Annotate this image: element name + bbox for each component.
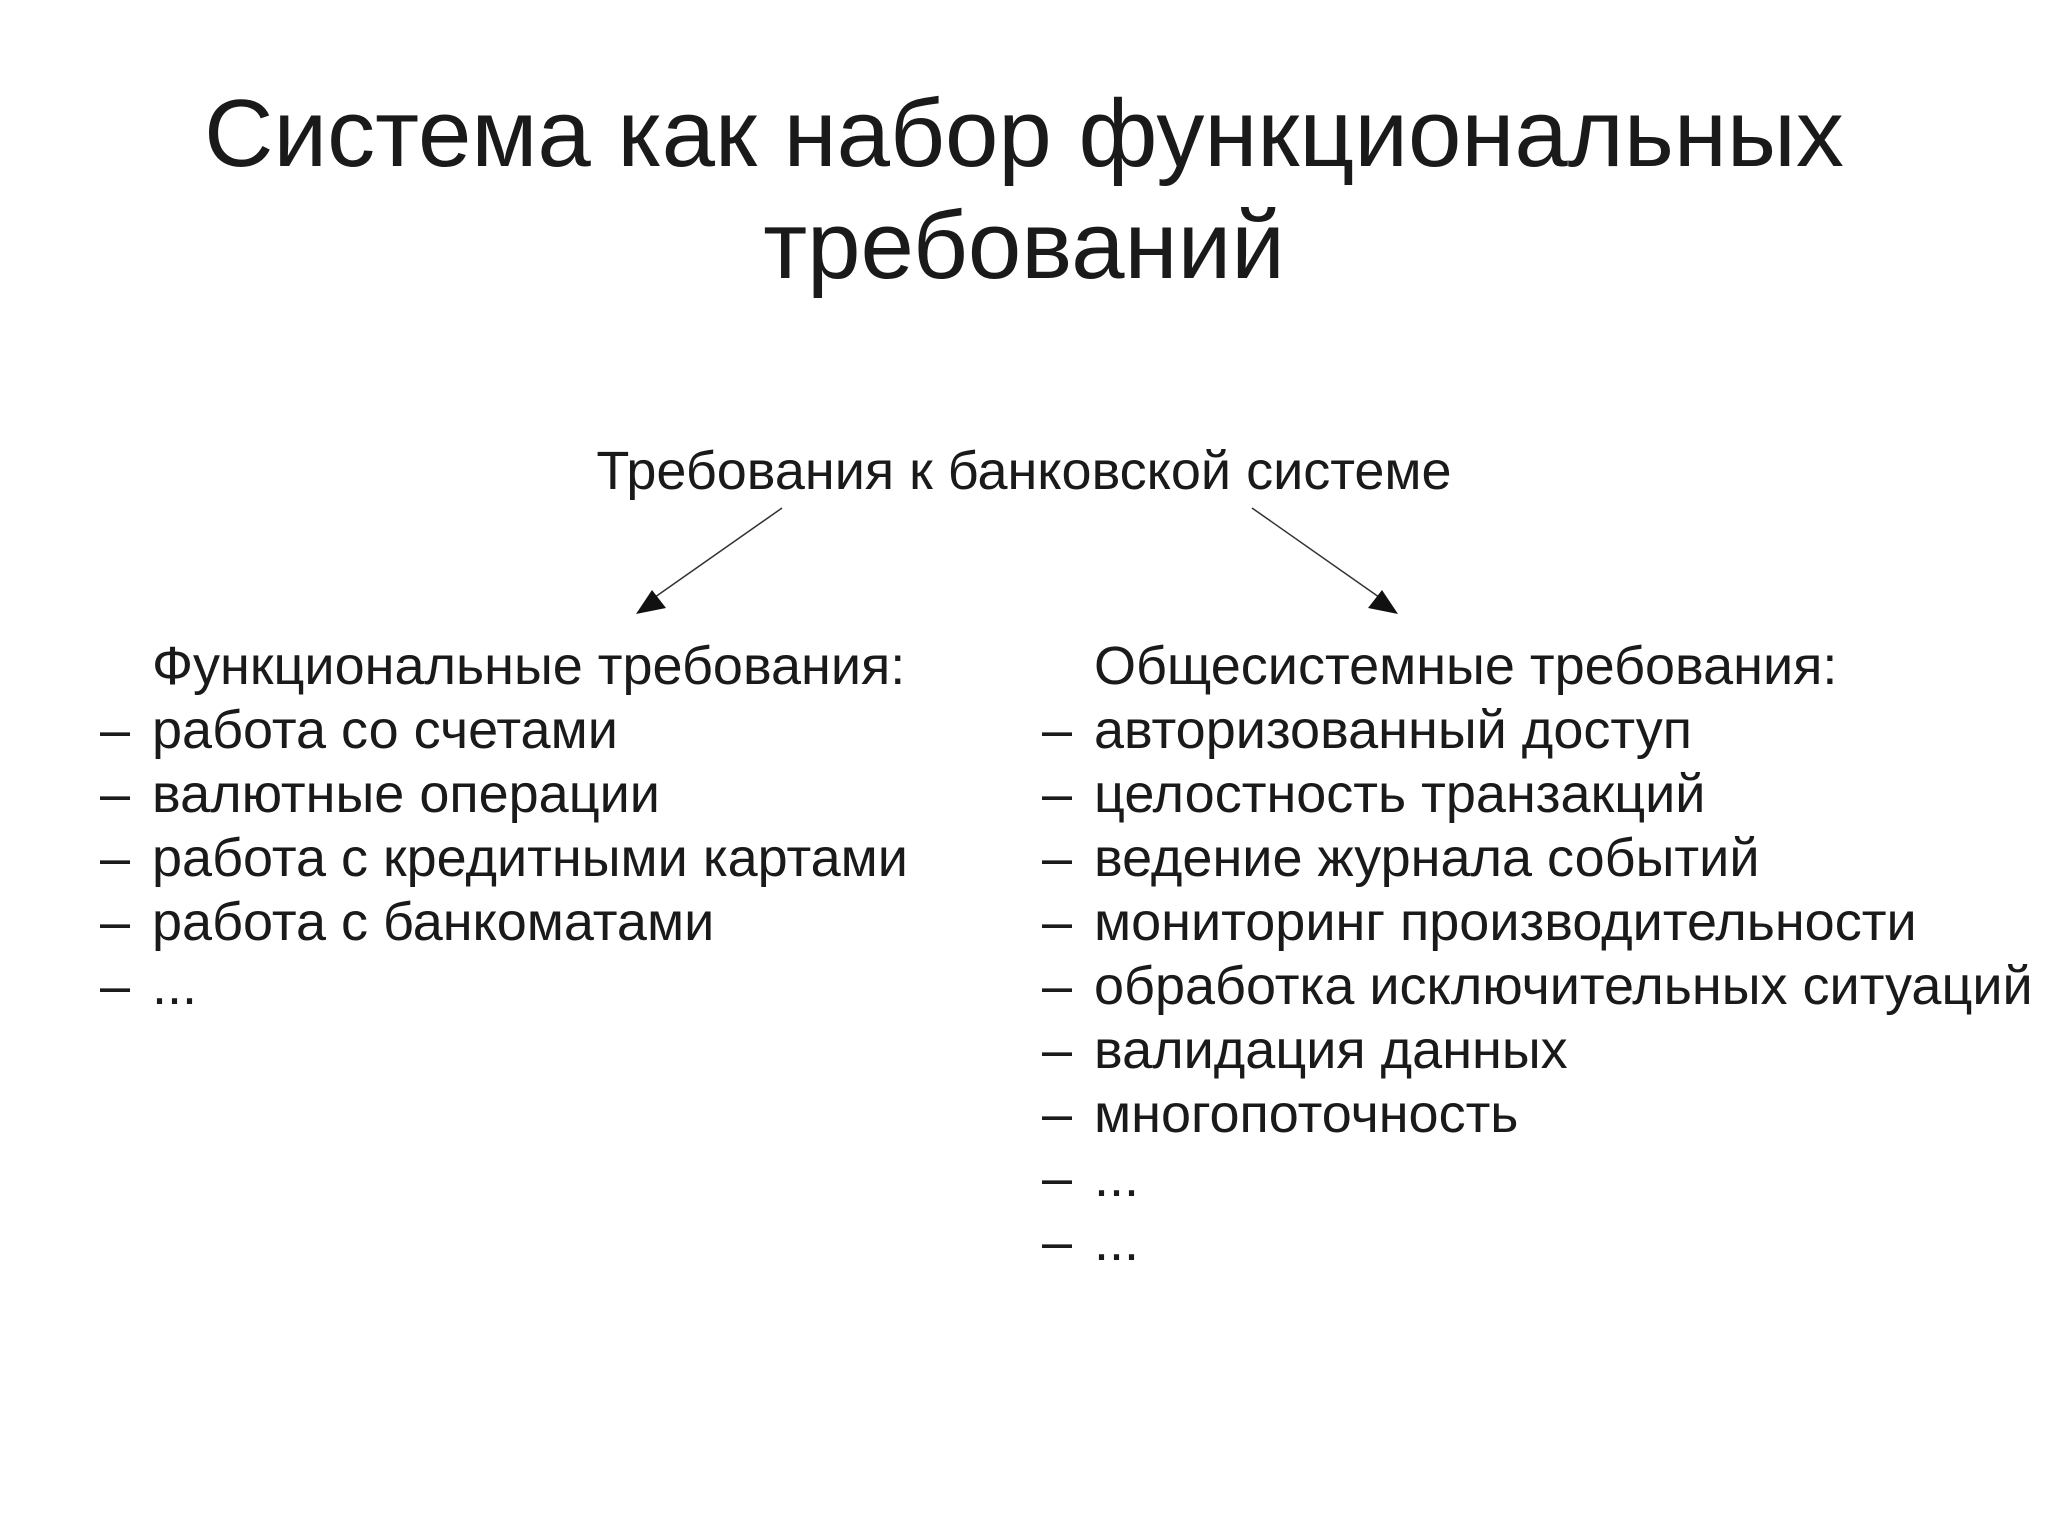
arrow-to-functional [636,508,782,614]
system-requirements-column [1042,634,2042,1274]
bullet-dash: – [1042,1084,1073,1144]
requirement-list-item [1042,1018,2042,1082]
requirement-text: мониторинг производительности [1094,892,1917,952]
requirement-text: ... [1094,1148,1140,1208]
requirement-text: валидация данных [1094,1020,1568,1080]
requirement-list-item [100,954,1000,1018]
bullet-dash: – [1042,828,1073,888]
bullet-dash: – [100,828,131,888]
bullet-dash: – [100,764,131,824]
requirement-text: многопоточность [1094,1084,1519,1144]
requirement-list-item [1042,762,2042,826]
bullet-dash: – [1042,1148,1073,1208]
bullet-dash: – [1042,700,1073,760]
requirement-list-item [100,698,1000,762]
requirement-list-item [100,762,1000,826]
requirement-text: работа с кредитными картами [152,828,908,888]
requirement-text: работа с банкоматами [152,892,715,952]
bullet-dash: – [100,956,131,1016]
requirement-text: ... [152,956,198,1016]
functional-requirements-column [100,634,1000,1018]
functional-requirements-heading: Функциональные требования: [152,636,906,696]
bullet-dash: – [1042,764,1073,824]
requirement-list-item [1042,1082,2042,1146]
bullet-dash: – [100,892,131,952]
requirement-text: ведение журнала событий [1094,828,1760,888]
system-requirements-heading: Общесистемные требования: [1094,636,1838,696]
bullet-dash: – [1042,892,1073,952]
slide-title-line-2: требований [763,192,1285,299]
bullet-dash: – [1042,1212,1073,1272]
system-requirements-list [1042,698,2042,1274]
arrow-to-system [1252,508,1398,614]
functional-requirements-list [100,698,1000,1018]
requirement-text: целостность транзакций [1094,764,1706,824]
slide-title-line-1: Система как набор функциональных [204,80,1844,187]
bullet-dash: – [100,700,131,760]
requirement-list-item [1042,826,2042,890]
requirement-list-item [1042,954,2042,1018]
root-node-label: Требования к банковской системе [596,441,1452,501]
bullet-dash: – [1042,1020,1073,1080]
requirement-text: ... [1094,1212,1140,1272]
requirement-text: работа со счетами [152,700,618,760]
slide-title [0,78,2048,302]
requirement-list-item [100,826,1000,890]
requirement-list-item [1042,1210,2042,1274]
requirement-list-item [1042,1146,2042,1210]
requirement-text: обработка исключительных ситуаций [1094,956,2033,1016]
requirement-list-item [1042,698,2042,762]
bullet-dash: – [1042,956,1073,1016]
requirement-text: авторизованный доступ [1094,700,1692,760]
requirement-text: валютные операции [152,764,660,824]
requirement-list-item [1042,890,2042,954]
requirement-list-item [100,890,1000,954]
